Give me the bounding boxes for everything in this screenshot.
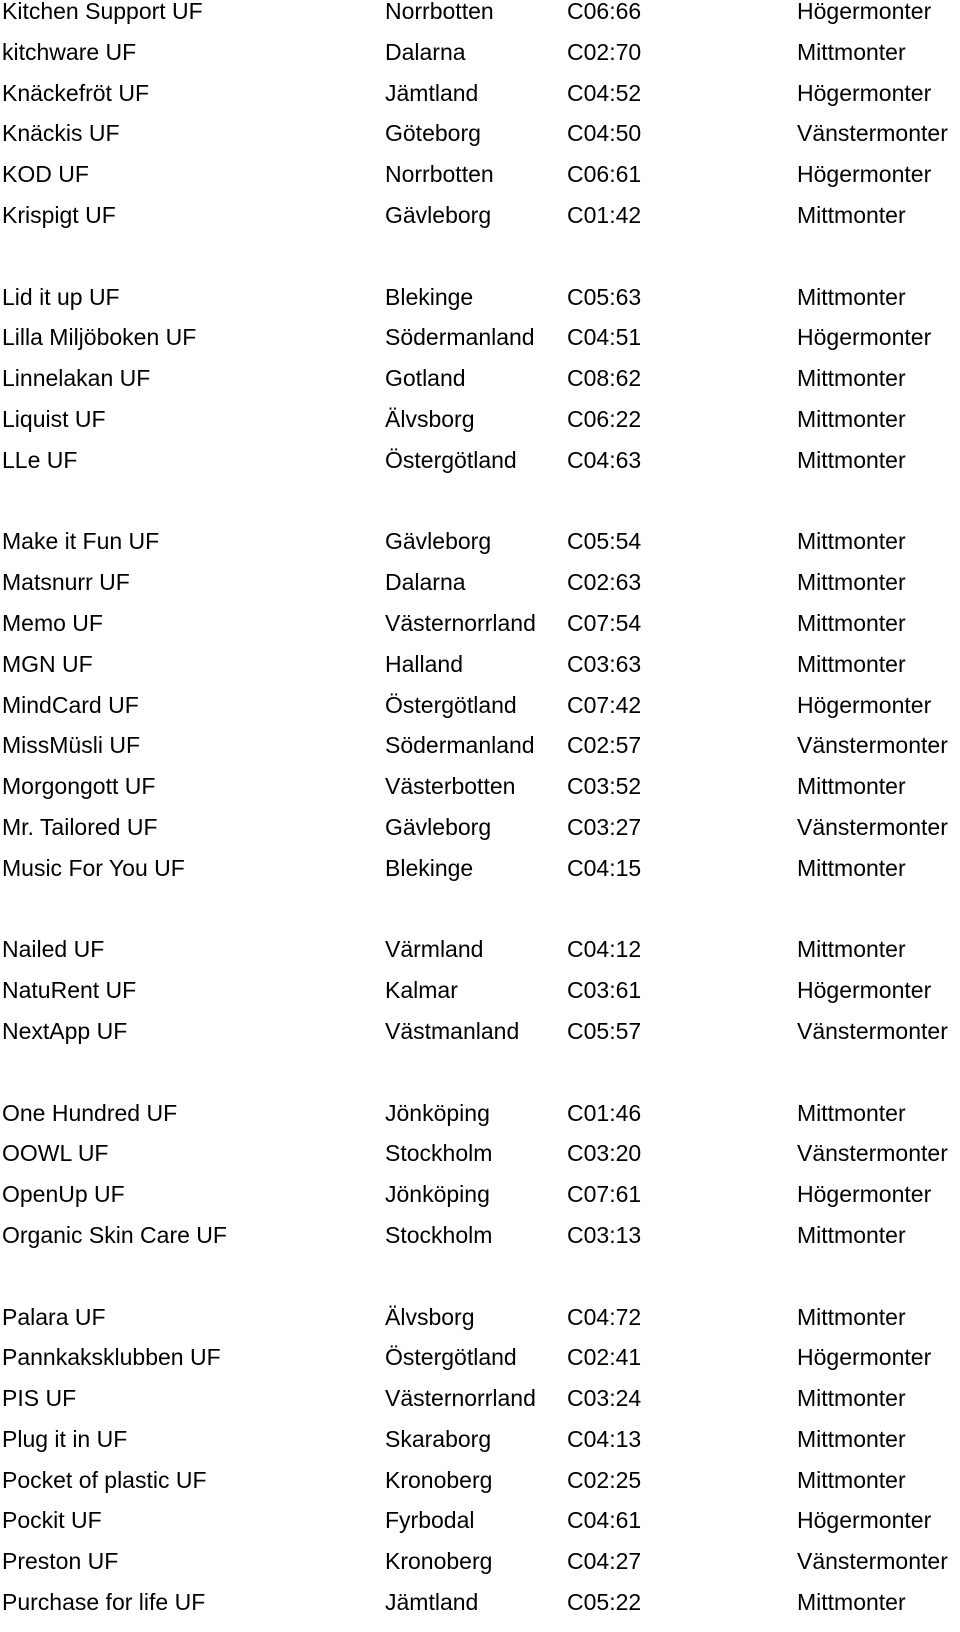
stand-code: C05:63 [567,283,642,310]
region: Stockholm [385,1140,493,1167]
stand-code: C06:61 [567,161,642,188]
company-name: Linnelakan UF [2,365,151,392]
region: Norrbotten [385,0,494,24]
stand-placement: Högermonter [797,691,932,718]
stand-code: C05:22 [567,1589,642,1616]
table-row [0,1303,960,1347]
region: Blekinge [385,283,474,310]
stand-placement: Vänstermonter [797,120,948,147]
region: Västernorrland [385,609,536,636]
company-name: Kitchen Support UF [2,0,203,24]
region: Gävleborg [385,813,492,840]
exhibitor-group [0,1303,960,1632]
region: Jönköping [385,1099,490,1126]
company-name: Organic Skin Care UF [2,1221,227,1248]
stand-code: C03:24 [567,1385,642,1412]
region: Halland [385,650,463,677]
table-row [0,650,960,694]
stand-placement: Mittmonter [797,936,906,963]
table-row [0,609,960,653]
group-separator [0,1265,960,1306]
table-row [0,691,960,735]
stand-placement: Mittmonter [797,283,906,310]
company-name: NextApp UF [2,1017,128,1044]
stand-code: C03:61 [567,977,642,1004]
stand-code: C05:57 [567,1017,642,1044]
region: Östergötland [385,691,517,718]
stand-placement: Mittmonter [797,1221,906,1248]
table-row [0,979,960,1020]
group-separator [0,490,960,531]
stand-code: C04:72 [567,1303,642,1330]
exhibitor-group [0,283,960,490]
table-row [0,1466,960,1510]
stand-code: C04:15 [567,854,642,881]
company-name: kitchware UF [2,38,137,65]
exhibitor-group [0,938,960,1060]
table-row [0,571,960,612]
region: Stockholm [385,1221,493,1248]
stand-placement: Högermonter [797,161,932,188]
region: Jämtland [385,79,479,106]
stand-placement: Mittmonter [797,1466,906,1493]
group-separator [0,245,960,286]
stand-code: C03:27 [567,813,642,840]
table-row [0,813,960,857]
company-name: Krispigt UF [2,201,116,228]
company-name: OpenUp UF [2,1181,125,1208]
stand-placement: Mittmonter [797,1385,906,1412]
company-name: Mr. Tailored UF [2,813,158,840]
region: Södermanland [385,324,535,351]
stand-placement: Vänstermonter [797,1017,948,1044]
stand-code: C07:54 [567,609,642,636]
stand-placement: Högermonter [797,1507,932,1534]
company-name: KOD UF [2,161,89,188]
stand-code: C04:27 [567,1548,642,1575]
company-name: NatuRent UF [2,977,137,1004]
stand-placement: Högermonter [797,1344,932,1371]
stand-code: C04:61 [567,1507,642,1534]
stand-placement: Mittmonter [797,528,906,555]
stand-placement: Mittmonter [797,854,906,881]
stand-code: C04:13 [567,1425,642,1452]
stand-placement: Mittmonter [797,773,906,800]
company-name: Morgongott UF [2,773,156,800]
stand-placement: Mittmonter [797,38,906,65]
stand-code: C02:57 [567,732,642,759]
region: Fyrbodal [385,1507,475,1534]
region: Dalarna [385,569,466,596]
region: Södermanland [385,732,535,759]
stand-placement: Mittmonter [797,609,906,636]
stand-code: C04:51 [567,324,642,351]
region: Värmland [385,936,484,963]
stand-code: C01:46 [567,1099,642,1126]
company-name: Make it Fun UF [2,528,160,555]
table-row [0,1183,960,1224]
stand-code: C03:63 [567,650,642,677]
region: Kronoberg [385,1466,493,1493]
stand-placement: Mittmonter [797,446,906,473]
company-name: Music For You UF [2,854,185,881]
region: Älvsborg [385,405,475,432]
region: Göteborg [385,120,481,147]
stand-code: C06:66 [567,0,642,24]
company-name: Purchase for life UF [2,1589,206,1616]
table-row [0,854,960,898]
stand-code: C02:41 [567,1344,642,1371]
table-row [0,734,960,775]
region: Blekinge [385,854,474,881]
company-name: Preston UF [2,1548,119,1575]
stand-placement: Högermonter [797,977,932,1004]
stand-code: C07:61 [567,1181,642,1208]
company-name: Liquist UF [2,405,106,432]
region: Älvsborg [385,1303,475,1330]
stand-code: C04:63 [567,446,642,473]
table-row [0,405,960,449]
table-row [0,1591,960,1632]
table-row [0,0,960,41]
company-name: PIS UF [2,1385,77,1412]
company-name: Memo UF [2,609,103,636]
stand-placement: Mittmonter [797,201,906,228]
table-row [0,283,960,327]
table-row [0,38,960,82]
table-row [0,1509,960,1550]
stand-code: C04:12 [567,936,642,963]
stand-placement: Vänstermonter [797,813,948,840]
region: Dalarna [385,38,466,65]
table-row [0,122,960,163]
region: Kalmar [385,977,458,1004]
company-name: LLe UF [2,446,78,473]
company-name: OOWL UF [2,1140,109,1167]
exhibitor-group [0,1099,960,1265]
table-row [0,1550,960,1591]
company-name: One Hundred UF [2,1099,178,1126]
table-row [0,1346,960,1387]
table-row [0,938,960,979]
stand-code: C02:25 [567,1466,642,1493]
region: Östergötland [385,446,517,473]
table-row [0,446,960,490]
company-name: MGN UF [2,650,93,677]
stand-placement: Mittmonter [797,1425,906,1452]
company-name: MissMüsli UF [2,732,140,759]
company-name: Pannkaksklubben UF [2,1344,221,1371]
stand-placement: Mittmonter [797,1589,906,1616]
company-name: Lilla Miljöboken UF [2,324,197,351]
table-row [0,530,960,571]
stand-placement: Högermonter [797,79,932,106]
stand-placement: Mittmonter [797,569,906,596]
company-name: Knäckefröt UF [2,79,149,106]
table-row [0,1387,960,1428]
exhibitor-group [0,530,960,897]
stand-code: C05:54 [567,528,642,555]
table-row [0,1142,960,1183]
region: Gävleborg [385,201,492,228]
region: Västmanland [385,1017,520,1044]
stand-code: C03:52 [567,773,642,800]
exhibitor-group [0,0,960,245]
table-row [0,1425,960,1469]
table-row [0,1099,960,1143]
stand-code: C02:70 [567,38,642,65]
stand-placement: Vänstermonter [797,1548,948,1575]
region: Jönköping [385,1181,490,1208]
stand-code: C03:20 [567,1140,642,1167]
company-name: Pockit UF [2,1507,102,1534]
stand-code: C04:52 [567,79,642,106]
table-row [0,1221,960,1265]
stand-code: C07:42 [567,691,642,718]
table-row [0,1017,960,1061]
stand-placement: Högermonter [797,1181,932,1208]
company-name: Plug it in UF [2,1425,128,1452]
region: Västernorrland [385,1385,536,1412]
table-row [0,201,960,245]
company-name: Knäckis UF [2,120,120,147]
stand-placement: Mittmonter [797,650,906,677]
stand-code: C08:62 [567,365,642,392]
company-name: Pocket of plastic UF [2,1466,207,1493]
table-row [0,79,960,123]
stand-code: C03:13 [567,1221,642,1248]
stand-placement: Vänstermonter [797,732,948,759]
company-name: MindCard UF [2,691,139,718]
stand-code: C06:22 [567,405,642,432]
region: Gotland [385,365,466,392]
stand-placement: Högermonter [797,324,932,351]
region: Norrbotten [385,161,494,188]
stand-placement: Vänstermonter [797,1140,948,1167]
stand-placement: Mittmonter [797,365,906,392]
company-name: Lid it up UF [2,283,120,310]
region: Skaraborg [385,1425,492,1452]
table-row [0,367,960,408]
table-row [0,326,960,367]
region: Östergötland [385,1344,517,1371]
stand-code: C01:42 [567,201,642,228]
region: Kronoberg [385,1548,493,1575]
region: Västerbotten [385,773,516,800]
table-row [0,163,960,204]
stand-code: C02:63 [567,569,642,596]
company-name: Palara UF [2,1303,106,1330]
region: Gävleborg [385,528,492,555]
group-separator [0,1061,960,1102]
region: Jämtland [385,1589,479,1616]
stand-placement: Högermonter [797,0,932,24]
company-name: Matsnurr UF [2,569,130,596]
group-separator [0,898,960,939]
stand-placement: Mittmonter [797,1099,906,1126]
stand-placement: Mittmonter [797,1303,906,1330]
stand-placement: Mittmonter [797,405,906,432]
company-name: Nailed UF [2,936,105,963]
stand-code: C04:50 [567,120,642,147]
table-row [0,775,960,816]
